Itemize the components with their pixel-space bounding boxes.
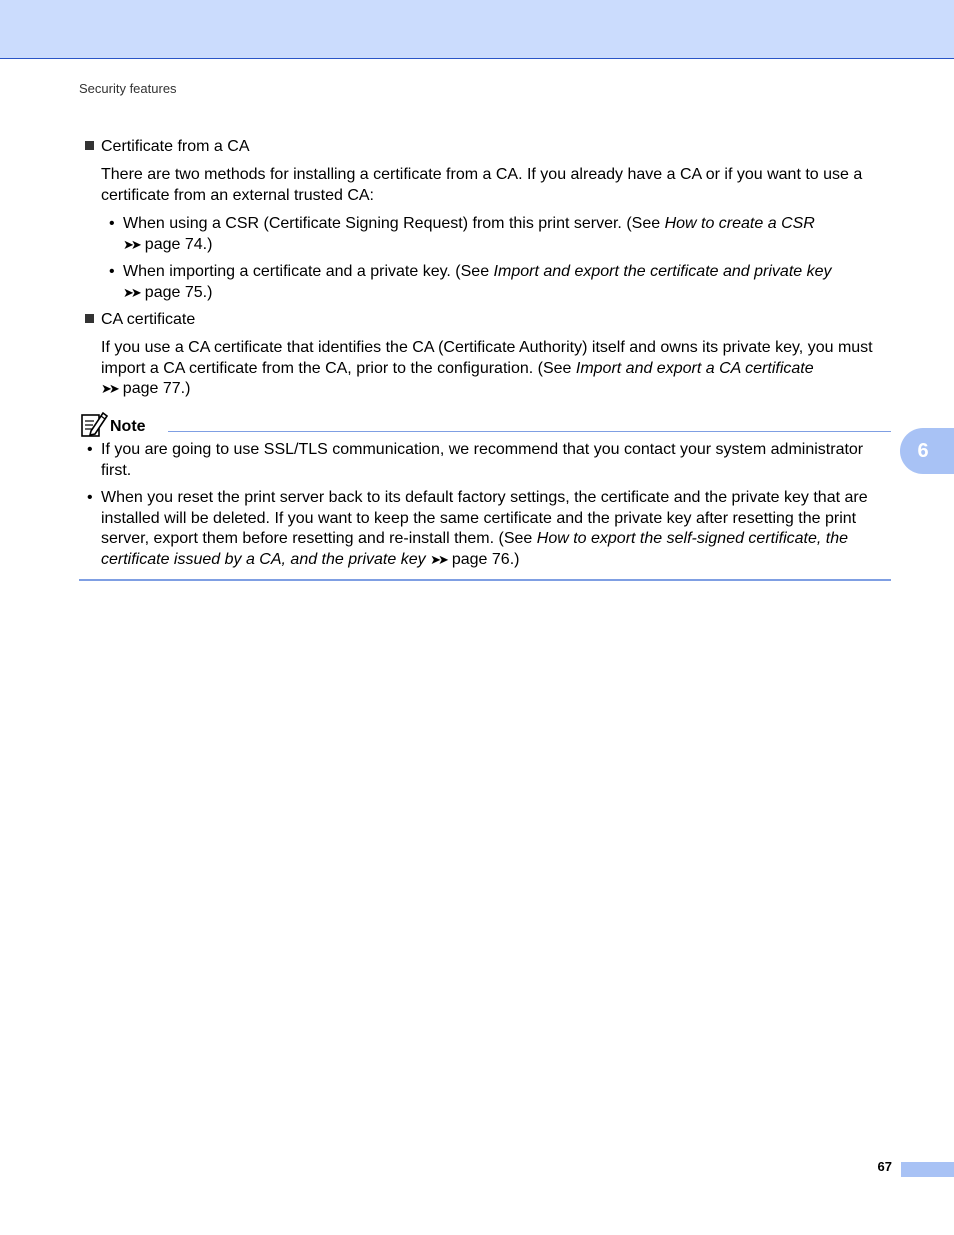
double-arrow-icon: ➤➤ bbox=[430, 551, 446, 567]
page-reference: page 77.) bbox=[122, 380, 191, 397]
note-divider-top bbox=[168, 431, 891, 432]
note-item-ssl: • If you are going to use SSL/TLS communication, we recommend that you contact your system administrator first. bbox=[87, 441, 864, 479]
square-bullet-icon bbox=[85, 314, 94, 323]
note-item-reset: • When you reset the print server back to its default factory settings, the certificate and the private key that are installed will be deleted. If you want to keep the same certificate and the private key after resetting the print server, export them before resetting and re-install them. (See How to export the self-signed certificate, the certificate issued by a CA, and the private key ➤➤ page 76.) bbox=[87, 489, 868, 568]
square-bullet-icon bbox=[85, 141, 94, 150]
header-band bbox=[0, 0, 954, 59]
section-heading-ca-certificate: CA certificate bbox=[85, 310, 195, 331]
chapter-tab: 6 bbox=[900, 428, 954, 474]
paragraph-ca-certificate: If you use a CA certificate that identifies the CA (Certificate Authority) itself and owns its private key, you must import a CA certificate from the CA, prior to the configuration. (See Import and export a CA certificate ➤➤ page 77.) bbox=[101, 339, 873, 397]
double-arrow-icon: ➤➤ bbox=[123, 236, 139, 252]
note-label: Note bbox=[110, 418, 146, 435]
bullet-dot-icon: • bbox=[109, 215, 115, 232]
cross-reference-link[interactable]: Import and export the certificate and private key bbox=[493, 263, 832, 280]
list-item-import-key: • When importing a certificate and a private key. (See Import and export the certificate and private key ➤➤ page 75.) bbox=[109, 263, 832, 301]
list-item-csr: • When using a CSR (Certificate Signing Request) from this print server. (See How to create a CSR ➤➤ page 74.) bbox=[109, 215, 815, 253]
section-heading-certificate-from-ca: Certificate from a CA bbox=[85, 137, 249, 158]
paragraph-two-methods: There are two methods for installing a certificate from a CA. If you already have a CA or if you want to use a certificate from an external trusted CA: bbox=[101, 166, 863, 204]
running-header: Security features bbox=[79, 81, 177, 96]
bullet-dot-icon: • bbox=[109, 263, 115, 280]
cross-reference-link[interactable]: Import and export a CA certificate bbox=[575, 359, 814, 377]
bullet-dot-icon: • bbox=[87, 441, 93, 458]
double-arrow-icon: ➤➤ bbox=[101, 381, 117, 396]
note-divider-bottom bbox=[79, 579, 891, 581]
cross-reference-link[interactable]: How to create a CSR bbox=[664, 215, 815, 232]
page-number: 67 bbox=[877, 1159, 892, 1174]
note-pencil-icon bbox=[80, 410, 108, 438]
page-reference: page 75.) bbox=[144, 283, 213, 301]
footer-band bbox=[901, 1162, 954, 1177]
bullet-dot-icon: • bbox=[87, 489, 93, 506]
cross-reference-link[interactable]: How to export the self-signed certificate, the certificate issued by a CA, and the private key bbox=[101, 530, 849, 568]
double-arrow-icon: ➤➤ bbox=[123, 284, 139, 300]
page-reference: page 74.) bbox=[144, 235, 213, 253]
page-reference: page 76.) bbox=[451, 550, 520, 568]
